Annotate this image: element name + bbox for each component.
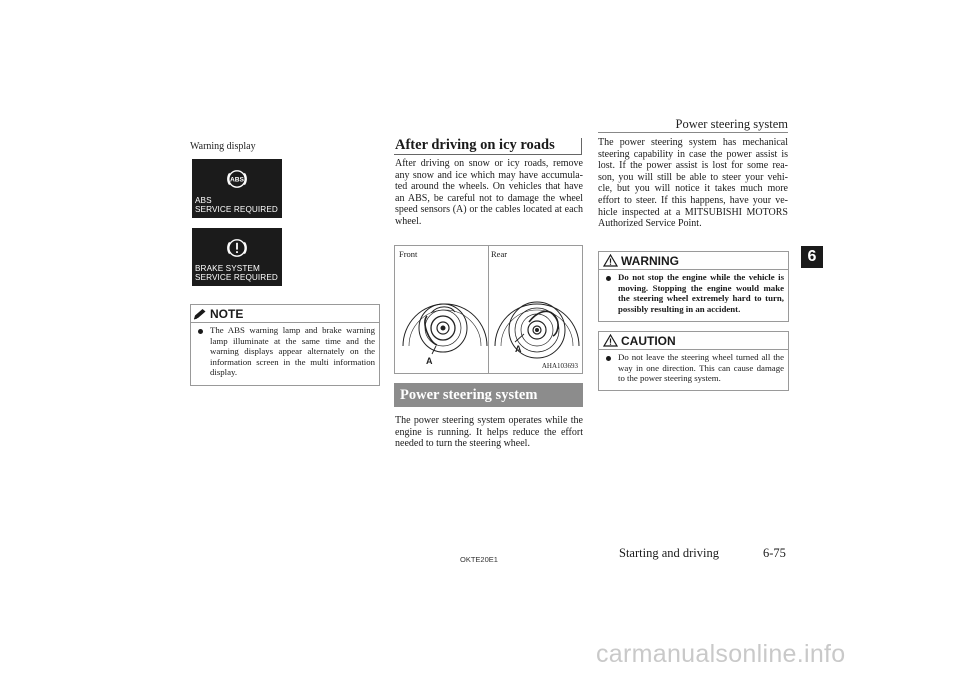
pencil-icon [193, 308, 207, 320]
caution-text: Do not leave the steering wheel turned all the way in one direction. This can cause damage to the power steering system. [618, 352, 784, 384]
power-assist-body: The power steering system has mechanical steering capability in case the power assist is lost. If the power assist is lost for some rea-son, you will still be able to steer your vehi-cle, but you will notice it takes much more effort to steer. If this happens, have your ve-hicle inspected at a MITSUBISHI MOTORS Authorized Service Point. [598, 137, 788, 230]
bullet-icon [606, 356, 611, 361]
warning-box [598, 251, 789, 322]
display-line: BRAKE SYSTEM [195, 264, 260, 273]
warning-divider [599, 269, 788, 270]
display-line: SERVICE REQUIRED [195, 205, 278, 214]
warning-triangle-icon [603, 254, 618, 267]
note-text: The ABS warning lamp and brake warning lamp illuminate at the same time and the warning displays appear alternately on the information screen in the multi information display. [210, 325, 375, 378]
sensor-marker-rear: A [515, 344, 522, 354]
figure-caption: Warning display [190, 141, 256, 152]
icy-roads-body: After driving on snow or icy roads, remove any snow and ice which may have accumula-ted around the wheels. On vehicles that have an ABS, be careful not to damage the wheel speed sensors (A) or the cables located at each wheel. [395, 158, 583, 227]
footer-chapter-title: Starting and driving [619, 546, 719, 560]
wheel-sensor-figure [394, 245, 583, 374]
abs-warning-icon [225, 167, 249, 191]
running-header: Power steering system [675, 117, 788, 131]
display-line: SERVICE REQUIRED [195, 273, 278, 282]
caution-divider [599, 349, 788, 350]
brake-warning-icon [225, 236, 249, 260]
rear-label: Rear [491, 249, 508, 259]
document-code: OKTE20E1 [460, 555, 498, 564]
svg-text:ABS: ABS [230, 176, 244, 184]
front-label: Front [399, 249, 418, 259]
bullet-icon [606, 276, 611, 281]
note-box [190, 304, 380, 386]
warning-text: Do not stop the engine while the vehicle is moving. Stopping the engine would make the steering wheel extremely hard to turn, possibly resulting in an accident. [618, 272, 784, 314]
title-rule [581, 138, 582, 155]
wheel-hub-illustration [395, 246, 582, 373]
abs-warning-display [192, 159, 282, 218]
section-title-icy-roads: After driving on icy roads [395, 137, 555, 153]
bullet-icon [198, 329, 203, 334]
brake-warning-display [192, 228, 282, 286]
title-rule [394, 154, 582, 155]
page-number: 6-75 [763, 546, 786, 560]
note-title: NOTE [210, 306, 244, 321]
watermark: carmanualsonline.info [596, 640, 846, 668]
caution-box [598, 331, 789, 391]
power-steering-body: The power steering system operates while the engine is running. It helps reduce the effort needed to turn the steering wheel. [395, 415, 583, 450]
chapter-tab: 6 [801, 246, 823, 268]
caution-triangle-icon [603, 334, 618, 347]
caution-title: CAUTION [621, 333, 676, 348]
sensor-marker-front: A [426, 356, 433, 366]
header-rule [598, 132, 788, 133]
warning-title: WARNING [621, 253, 679, 268]
section-banner-power-steering: Power steering system [394, 383, 583, 407]
figure-code: AHA103693 [541, 362, 578, 370]
note-divider [191, 322, 379, 323]
display-line: ABS [195, 196, 212, 205]
